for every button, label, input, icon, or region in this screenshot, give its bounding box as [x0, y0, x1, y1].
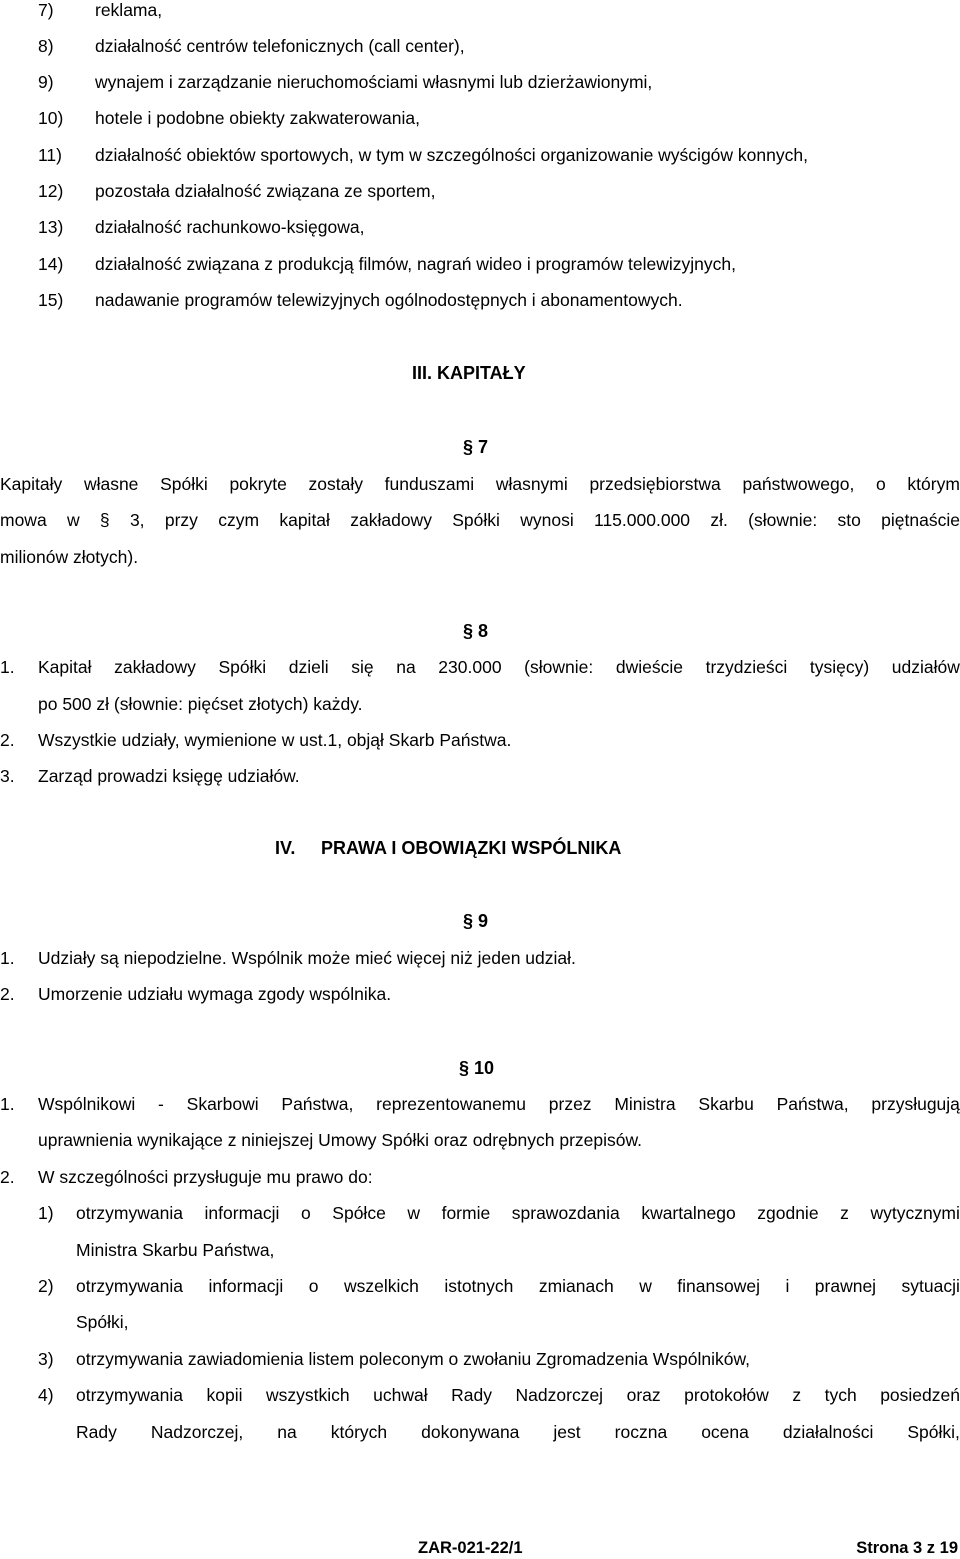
list-item-number: 3.: [0, 766, 15, 786]
paragraph-text: milionów złotych).: [0, 547, 139, 567]
list-item-number: 1.: [0, 657, 15, 677]
list-item-text: Udziały są niepodzielne. Wspólnik może mieć więcej niż jeden udział.: [38, 948, 576, 968]
list-item-number: 3): [38, 1349, 54, 1369]
paragraph-number: § 7: [463, 437, 489, 457]
list-item-number: 10): [38, 108, 64, 128]
paragraph-text: mowa w § 3, przy czym kapitał zakładowy Spółki wynosi 115.000.000 zł. (słownie: sto piętnaście: [0, 510, 960, 530]
list-item-text: reklama,: [95, 0, 163, 20]
list-item-number: 11): [38, 145, 62, 165]
section-heading: III. KAPITAŁY: [412, 363, 526, 383]
list-item-number: 14): [38, 254, 64, 274]
list-item-text: pozostała działalność związana ze sportem,: [95, 181, 436, 201]
list-item-text: W szczególności przysługuje mu prawo do:: [38, 1167, 373, 1187]
list-item-text: otrzymywania kopii wszystkich uchwał Rady Nadzorczej oraz protokołów z tych posiedzeń: [76, 1385, 960, 1405]
list-item-number: 1): [38, 1203, 54, 1223]
list-item-text: działalność obiektów sportowych, w tym w szczególności organizowanie wyścigów konnych,: [95, 145, 808, 165]
list-item-number: 2.: [0, 730, 15, 750]
section-title: PRAWA I OBOWIĄZKI WSPÓLNIKA: [321, 838, 622, 858]
list-item-text: Rady Nadzorczej, na których dokonywana jest roczna ocena działalności Spółki,: [76, 1422, 960, 1442]
list-item-text: otrzymywania zawiadomienia listem poleconym o zwołaniu Zgromadzenia Wspólników,: [76, 1349, 751, 1369]
list-item-number: 9): [38, 72, 54, 92]
list-item-number: 7): [38, 0, 54, 20]
list-item-number: 1.: [0, 948, 15, 968]
list-item-text: uprawnienia wynikające z niniejszej Umowy Spółki oraz odrębnych przepisów.: [38, 1130, 643, 1150]
list-item-text: po 500 zł (słownie: pięćset złotych) każdy.: [38, 694, 363, 714]
list-item-number: 15): [38, 290, 64, 310]
list-item-number: 13): [38, 217, 64, 237]
list-item-text: działalność centrów telefonicznych (call center),: [95, 36, 465, 56]
list-item-number: 2.: [0, 984, 15, 1004]
document-code: ZAR-021-22/1: [418, 1539, 523, 1557]
list-item-text: działalność rachunkowo-księgowa,: [95, 217, 365, 237]
list-item-text: nadawanie programów telewizyjnych ogólnodostępnych i abonamentowych.: [95, 290, 683, 310]
list-item-number: 2.: [0, 1167, 15, 1187]
list-item-number: 2): [38, 1276, 54, 1296]
list-item-text: Spółki,: [76, 1312, 129, 1332]
list-item-text: Kapitał zakładowy Spółki dzieli się na 230.000 (słownie: dwieście trzydzieści tysięcy) udziałów: [38, 657, 960, 677]
list-item-text: otrzymywania informacji o Spółce w formie sprawozdania kwartalnego zgodnie z wytycznymi: [76, 1203, 960, 1223]
list-item-number: 12): [38, 181, 64, 201]
list-item-text: działalność związana z produkcją filmów, nagrań wideo i programów telewizyjnych,: [95, 254, 736, 274]
paragraph-number: § 10: [459, 1058, 495, 1078]
list-item-text: otrzymywania informacji o wszelkich istotnych zmianach w finansowej i prawnej sytuacji: [76, 1276, 960, 1296]
list-item-text: Umorzenie udziału wymaga zgody wspólnika.: [38, 984, 392, 1004]
section-number: IV.: [275, 838, 296, 858]
list-item-text: wynajem i zarządzanie nieruchomościami własnymi lub dzierżawionymi,: [95, 72, 653, 92]
page-number: Strona 3 z 19: [856, 1539, 958, 1557]
list-item-number: 1.: [0, 1094, 15, 1114]
list-item-text: Wszystkie udziały, wymienione w ust.1, objął Skarb Państwa.: [38, 730, 512, 750]
paragraph-text: Kapitały własne Spółki pokryte zostały funduszami własnymi przedsiębiorstwa państwowego, o którym: [0, 474, 960, 494]
list-item-number: 4): [38, 1385, 54, 1405]
list-item-text: hotele i podobne obiekty zakwaterowania,: [95, 108, 420, 128]
paragraph-number: § 9: [463, 911, 489, 931]
paragraph-number: § 8: [463, 621, 489, 641]
list-item-text: Wspólnikowi - Skarbowi Państwa, reprezentowanemu przez Ministra Skarbu Państwa, przysługują: [38, 1094, 960, 1114]
list-item-text: Zarząd prowadzi księgę udziałów.: [38, 766, 300, 786]
list-item-number: 8): [38, 36, 54, 56]
list-item-text: Ministra Skarbu Państwa,: [76, 1240, 275, 1260]
